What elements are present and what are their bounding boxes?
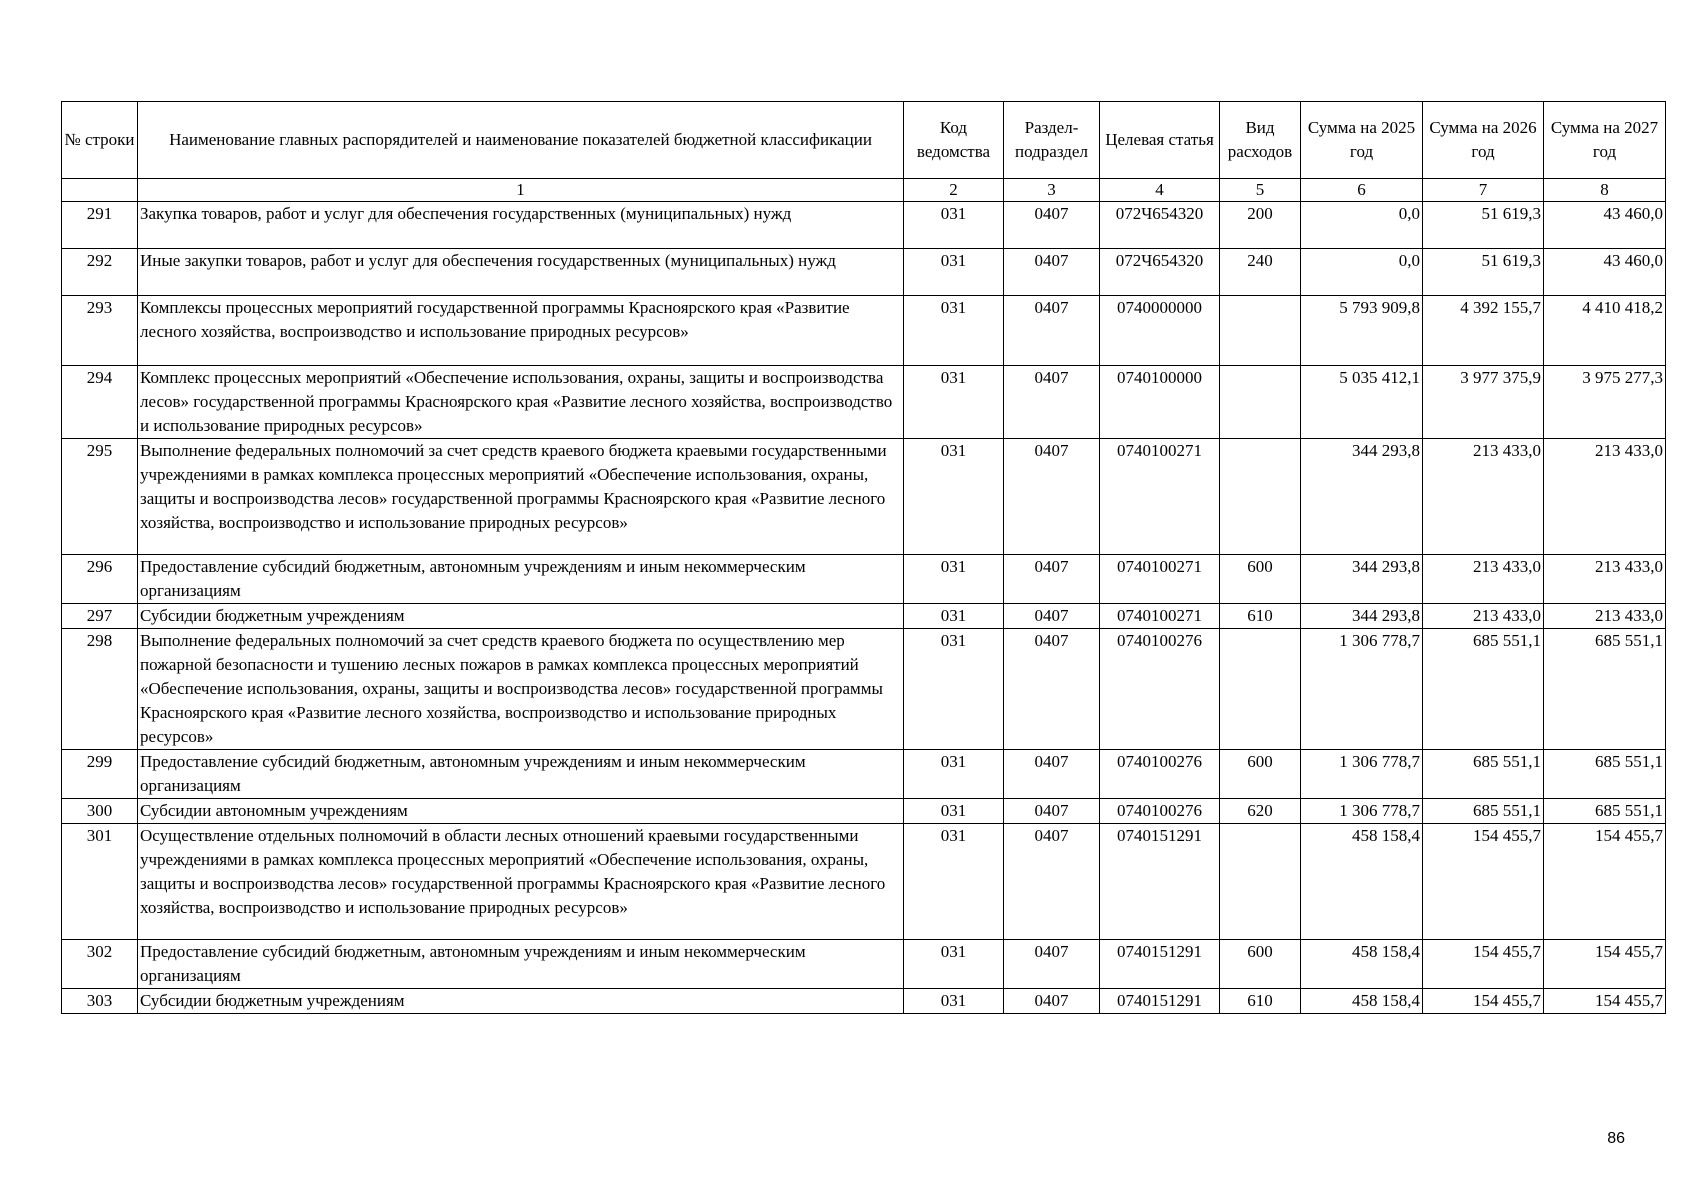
cell-row-number: 296 bbox=[62, 555, 138, 604]
cell-department-code: 031 bbox=[904, 366, 1004, 439]
cell-department-code: 031 bbox=[904, 555, 1004, 604]
cell-row-number: 298 bbox=[62, 629, 138, 750]
cell-sum-2027: 213 433,0 bbox=[1544, 555, 1666, 604]
cell-sum-2025: 344 293,8 bbox=[1301, 555, 1423, 604]
cell-target-item: 0740100276 bbox=[1100, 799, 1220, 824]
cell-target-item: 0740100271 bbox=[1100, 555, 1220, 604]
cell-section: 0407 bbox=[1004, 555, 1100, 604]
cell-expense-type bbox=[1220, 629, 1301, 750]
cell-department-code: 031 bbox=[904, 604, 1004, 629]
cell-sum-2027: 43 460,0 bbox=[1544, 202, 1666, 249]
cell-row-number: 301 bbox=[62, 824, 138, 940]
cell-department-code: 031 bbox=[904, 989, 1004, 1014]
cell-row-number: 292 bbox=[62, 249, 138, 296]
column-number: 3 bbox=[1004, 179, 1100, 202]
cell-department-code: 031 bbox=[904, 750, 1004, 799]
cell-sum-2026: 685 551,1 bbox=[1423, 629, 1544, 750]
cell-department-code: 031 bbox=[904, 799, 1004, 824]
cell-department-code: 031 bbox=[904, 439, 1004, 555]
cell-target-item: 072Ч654320 bbox=[1100, 249, 1220, 296]
cell-section: 0407 bbox=[1004, 202, 1100, 249]
cell-sum-2026: 3 977 375,9 bbox=[1423, 366, 1544, 439]
cell-name: Закупка товаров, работ и услуг для обеспечения государственных (муниципальных) нужд bbox=[138, 202, 904, 249]
cell-expense-type: 600 bbox=[1220, 940, 1301, 989]
column-number: 8 bbox=[1544, 179, 1666, 202]
cell-target-item: 072Ч654320 bbox=[1100, 202, 1220, 249]
cell-name: Субсидии бюджетным учреждениям bbox=[138, 604, 904, 629]
cell-sum-2025: 458 158,4 bbox=[1301, 824, 1423, 940]
cell-target-item: 0740151291 bbox=[1100, 989, 1220, 1014]
cell-sum-2027: 4 410 418,2 bbox=[1544, 296, 1666, 366]
cell-target-item: 0740100276 bbox=[1100, 750, 1220, 799]
cell-department-code: 031 bbox=[904, 940, 1004, 989]
column-number: 6 bbox=[1301, 179, 1423, 202]
cell-section: 0407 bbox=[1004, 604, 1100, 629]
table-row bbox=[62, 439, 1666, 555]
table-row bbox=[62, 555, 1666, 604]
cell-target-item: 0740151291 bbox=[1100, 940, 1220, 989]
cell-target-item: 0740000000 bbox=[1100, 296, 1220, 366]
budget-table bbox=[61, 101, 1666, 1014]
table-row bbox=[62, 799, 1666, 824]
header-section: Раздел-подраздел bbox=[1004, 102, 1100, 179]
cell-target-item: 0740151291 bbox=[1100, 824, 1220, 940]
cell-sum-2025: 0,0 bbox=[1301, 249, 1423, 296]
table-header-row bbox=[62, 102, 1666, 179]
cell-name: Субсидии бюджетным учреждениям bbox=[138, 989, 904, 1014]
cell-name: Предоставление субсидий бюджетным, автономным учреждениям и иным некоммерческим организациям bbox=[138, 555, 904, 604]
cell-target-item: 0740100271 bbox=[1100, 604, 1220, 629]
cell-expense-type: 200 bbox=[1220, 202, 1301, 249]
cell-name: Предоставление субсидий бюджетным, автономным учреждениям и иным некоммерческим организациям bbox=[138, 750, 904, 799]
cell-sum-2025: 5 035 412,1 bbox=[1301, 366, 1423, 439]
table-body bbox=[62, 202, 1666, 1014]
cell-sum-2027: 154 455,7 bbox=[1544, 824, 1666, 940]
cell-row-number: 293 bbox=[62, 296, 138, 366]
cell-section: 0407 bbox=[1004, 989, 1100, 1014]
cell-expense-type: 600 bbox=[1220, 555, 1301, 604]
header-department-code: Код ведомства bbox=[904, 102, 1004, 179]
table-row bbox=[62, 629, 1666, 750]
cell-name: Иные закупки товаров, работ и услуг для обеспечения государственных (муниципальных) нужд bbox=[138, 249, 904, 296]
cell-section: 0407 bbox=[1004, 249, 1100, 296]
cell-name: Предоставление субсидий бюджетным, автономным учреждениям и иным некоммерческим организациям bbox=[138, 940, 904, 989]
header-expense-type: Вид расходов bbox=[1220, 102, 1301, 179]
cell-sum-2026: 154 455,7 bbox=[1423, 940, 1544, 989]
cell-name: Выполнение федеральных полномочий за счет средств краевого бюджета краевыми государственными учреждениями в рамках комплекса процессных мероприятий «Обеспечение использования, охраны, защиты и воспроизводства лесов» государственной программы Красноярского края «Развитие лесного хозяйства, воспроизводство и использование природных ресурсов» bbox=[138, 439, 904, 555]
cell-row-number: 302 bbox=[62, 940, 138, 989]
cell-department-code: 031 bbox=[904, 629, 1004, 750]
cell-sum-2026: 213 433,0 bbox=[1423, 555, 1544, 604]
cell-expense-type bbox=[1220, 296, 1301, 366]
cell-row-number: 300 bbox=[62, 799, 138, 824]
cell-section: 0407 bbox=[1004, 296, 1100, 366]
cell-row-number: 299 bbox=[62, 750, 138, 799]
cell-sum-2026: 213 433,0 bbox=[1423, 439, 1544, 555]
cell-sum-2027: 43 460,0 bbox=[1544, 249, 1666, 296]
column-number: 2 bbox=[904, 179, 1004, 202]
cell-section: 0407 bbox=[1004, 824, 1100, 940]
cell-sum-2026: 213 433,0 bbox=[1423, 604, 1544, 629]
cell-sum-2025: 458 158,4 bbox=[1301, 940, 1423, 989]
cell-row-number: 291 bbox=[62, 202, 138, 249]
cell-expense-type: 600 bbox=[1220, 750, 1301, 799]
page-number: 86 bbox=[1607, 1130, 1625, 1147]
cell-name: Выполнение федеральных полномочий за счет средств краевого бюджета по осуществлению мер пожарной безопасности и тушению лесных пожаров в рамках комплекса процессных мероприятий «Обеспечение использования, охраны, защиты и воспроизводства лесов» государственной программы Красноярского края «Развитие лесного хозяйства, воспроизводство и использование природных ресурсов» bbox=[138, 629, 904, 750]
cell-sum-2025: 344 293,8 bbox=[1301, 439, 1423, 555]
cell-sum-2025: 5 793 909,8 bbox=[1301, 296, 1423, 366]
table-row bbox=[62, 940, 1666, 989]
cell-row-number: 303 bbox=[62, 989, 138, 1014]
column-number-row bbox=[62, 179, 1666, 202]
column-number: 5 bbox=[1220, 179, 1301, 202]
cell-sum-2027: 154 455,7 bbox=[1544, 989, 1666, 1014]
header-name: Наименование главных распорядителей и наименование показателей бюджетной классификации bbox=[138, 102, 904, 179]
cell-expense-type bbox=[1220, 366, 1301, 439]
cell-section: 0407 bbox=[1004, 439, 1100, 555]
cell-section: 0407 bbox=[1004, 940, 1100, 989]
cell-sum-2025: 1 306 778,7 bbox=[1301, 799, 1423, 824]
cell-expense-type: 610 bbox=[1220, 989, 1301, 1014]
cell-sum-2026: 51 619,3 bbox=[1423, 202, 1544, 249]
cell-name: Субсидии автономным учреждениям bbox=[138, 799, 904, 824]
table-row bbox=[62, 366, 1666, 439]
cell-expense-type bbox=[1220, 439, 1301, 555]
column-number: 4 bbox=[1100, 179, 1220, 202]
column-number bbox=[62, 179, 138, 202]
cell-name: Комплекс процессных мероприятий «Обеспечение использования, охраны, защиты и воспроизводства лесов» государственной программы Красноярского края «Развитие лесного хозяйства, воспроизводство и использование природных ресурсов» bbox=[138, 366, 904, 439]
cell-section: 0407 bbox=[1004, 750, 1100, 799]
cell-expense-type bbox=[1220, 824, 1301, 940]
table-row bbox=[62, 750, 1666, 799]
cell-section: 0407 bbox=[1004, 799, 1100, 824]
cell-name: Осуществление отдельных полномочий в области лесных отношений краевыми государственными учреждениями в рамках комплекса процессных мероприятий «Обеспечение использования, охраны, защиты и воспроизводства лесов» государственной программы Красноярского края «Развитие лесного хозяйства, воспроизводство и использование природных ресурсов» bbox=[138, 824, 904, 940]
cell-name: Комплексы процессных мероприятий государственной программы Красноярского края «Развитие лесного хозяйства, воспроизводство и использование природных ресурсов» bbox=[138, 296, 904, 366]
cell-department-code: 031 bbox=[904, 824, 1004, 940]
cell-section: 0407 bbox=[1004, 629, 1100, 750]
cell-department-code: 031 bbox=[904, 202, 1004, 249]
cell-sum-2025: 458 158,4 bbox=[1301, 989, 1423, 1014]
cell-expense-type: 620 bbox=[1220, 799, 1301, 824]
cell-sum-2026: 154 455,7 bbox=[1423, 824, 1544, 940]
header-target-item: Целевая статья bbox=[1100, 102, 1220, 179]
cell-sum-2027: 154 455,7 bbox=[1544, 940, 1666, 989]
cell-target-item: 0740100271 bbox=[1100, 439, 1220, 555]
cell-sum-2025: 1 306 778,7 bbox=[1301, 750, 1423, 799]
cell-sum-2027: 213 433,0 bbox=[1544, 604, 1666, 629]
column-number: 1 bbox=[138, 179, 904, 202]
header-sum-2026: Сумма на 2026 год bbox=[1423, 102, 1544, 179]
cell-sum-2027: 213 433,0 bbox=[1544, 439, 1666, 555]
table-row bbox=[62, 296, 1666, 366]
cell-sum-2026: 4 392 155,7 bbox=[1423, 296, 1544, 366]
cell-sum-2025: 0,0 bbox=[1301, 202, 1423, 249]
cell-sum-2027: 685 551,1 bbox=[1544, 799, 1666, 824]
cell-row-number: 295 bbox=[62, 439, 138, 555]
header-sum-2025: Сумма на 2025 год bbox=[1301, 102, 1423, 179]
cell-department-code: 031 bbox=[904, 296, 1004, 366]
cell-sum-2027: 685 551,1 bbox=[1544, 750, 1666, 799]
cell-expense-type: 240 bbox=[1220, 249, 1301, 296]
cell-target-item: 0740100000 bbox=[1100, 366, 1220, 439]
cell-sum-2026: 154 455,7 bbox=[1423, 989, 1544, 1014]
table-row bbox=[62, 824, 1666, 940]
cell-sum-2027: 3 975 277,3 bbox=[1544, 366, 1666, 439]
cell-sum-2026: 51 619,3 bbox=[1423, 249, 1544, 296]
header-sum-2027: Сумма на 2027 год bbox=[1544, 102, 1666, 179]
cell-section: 0407 bbox=[1004, 366, 1100, 439]
cell-expense-type: 610 bbox=[1220, 604, 1301, 629]
table-row bbox=[62, 989, 1666, 1014]
cell-department-code: 031 bbox=[904, 249, 1004, 296]
cell-row-number: 297 bbox=[62, 604, 138, 629]
column-number: 7 bbox=[1423, 179, 1544, 202]
cell-sum-2026: 685 551,1 bbox=[1423, 750, 1544, 799]
cell-sum-2026: 685 551,1 bbox=[1423, 799, 1544, 824]
table-row bbox=[62, 202, 1666, 249]
cell-target-item: 0740100276 bbox=[1100, 629, 1220, 750]
cell-sum-2027: 685 551,1 bbox=[1544, 629, 1666, 750]
cell-sum-2025: 1 306 778,7 bbox=[1301, 629, 1423, 750]
cell-row-number: 294 bbox=[62, 366, 138, 439]
table-row bbox=[62, 604, 1666, 629]
cell-sum-2025: 344 293,8 bbox=[1301, 604, 1423, 629]
table-row bbox=[62, 249, 1666, 296]
header-row-number: № строки bbox=[62, 102, 138, 179]
